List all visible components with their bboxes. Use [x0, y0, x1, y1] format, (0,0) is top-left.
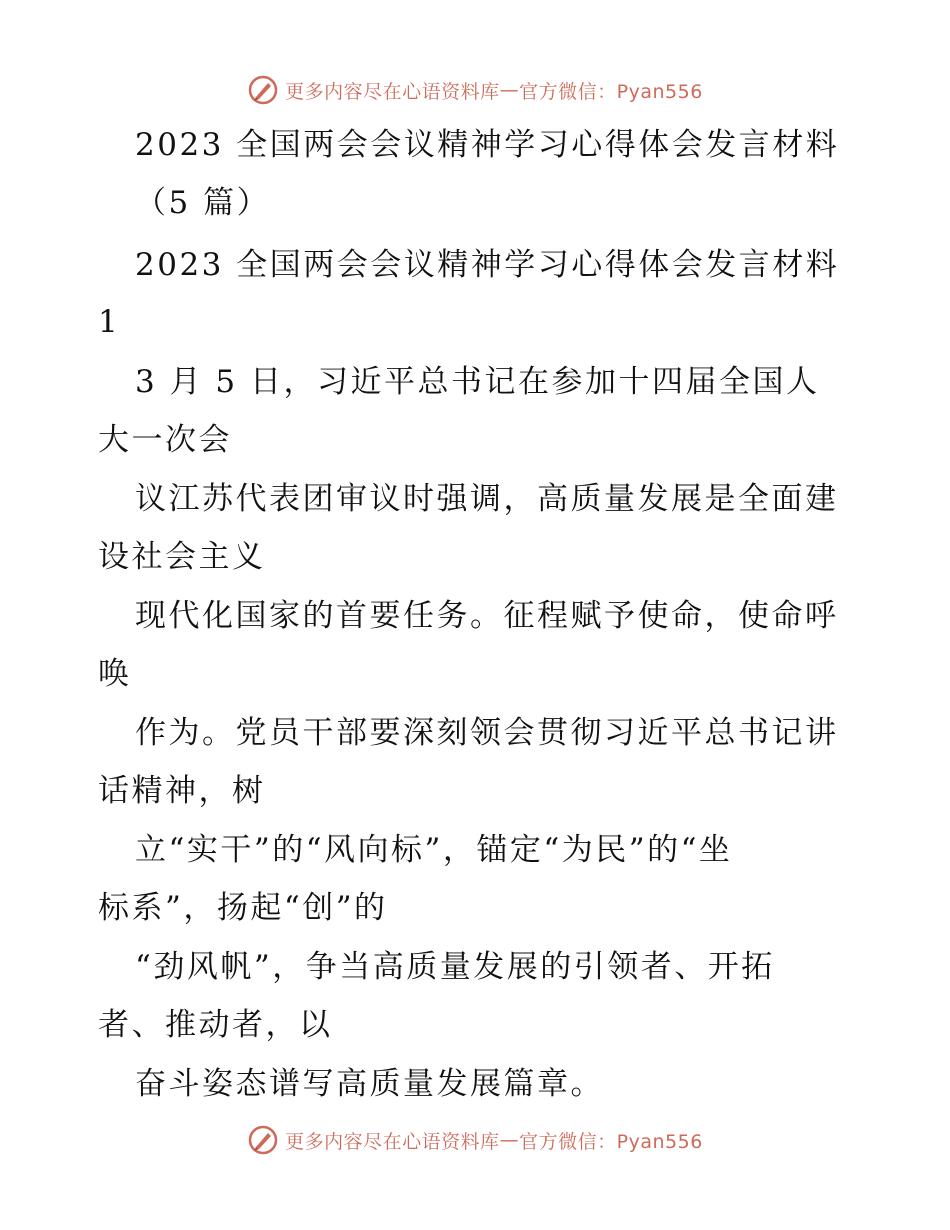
watermark-main-text: 更多内容尽在心语资料库 — [285, 80, 500, 103]
document-title-line-1: 2023 全国两会会议精神学习心得体会发言材料 — [135, 127, 840, 163]
body-line-8: 话精神，树 — [98, 773, 266, 809]
body-line-3: 议江苏代表团审议时强调，高质量发展是全面建 — [135, 481, 839, 517]
body-line-5: 现代化国家的首要任务。征程赋予使命，使命呼 — [135, 598, 839, 634]
body-line-12: 者、推动者，以 — [98, 1007, 333, 1043]
document-title-line-2: （5 篇） — [135, 185, 271, 221]
body-line-9: 立“实干”的“风向标”，锚定“为民”的“坐 — [135, 832, 733, 868]
pen-logo-icon — [247, 74, 279, 106]
body-line-2: 大一次会 — [98, 422, 232, 458]
body-line-6: 唤 — [98, 656, 132, 692]
watermark-separator: — — [499, 1129, 520, 1151]
header-watermark — [0, 70, 950, 110]
watermark-separator: — — [499, 79, 520, 101]
watermark-account-text: 官方微信：Pyan556 — [519, 80, 703, 103]
section-heading-line-2: 1 — [98, 304, 121, 340]
watermark-account-text: 官方微信：Pyan556 — [519, 1130, 703, 1153]
footer-watermark — [0, 1120, 950, 1160]
pen-logo-icon — [247, 1124, 279, 1156]
body-line-10: 标系”，扬起“创”的 — [98, 890, 388, 926]
body-line-11: “劲风帆”，争当高质量发展的引领者、开拓 — [135, 949, 775, 985]
body-line-7: 作为。党员干部要深刻领会贯彻习近平总书记讲 — [135, 715, 839, 751]
body-line-13: 奋斗姿态谱写高质量发展篇章。 — [135, 1066, 604, 1102]
body-line-1: 3 月 5 日，习近平总书记在参加十四届全国人 — [135, 364, 820, 400]
body-line-4: 设社会主义 — [98, 539, 266, 575]
watermark-main-text: 更多内容尽在心语资料库 — [285, 1130, 500, 1153]
section-heading-line-1: 2023 全国两会会议精神学习心得体会发言材料 — [135, 247, 840, 283]
